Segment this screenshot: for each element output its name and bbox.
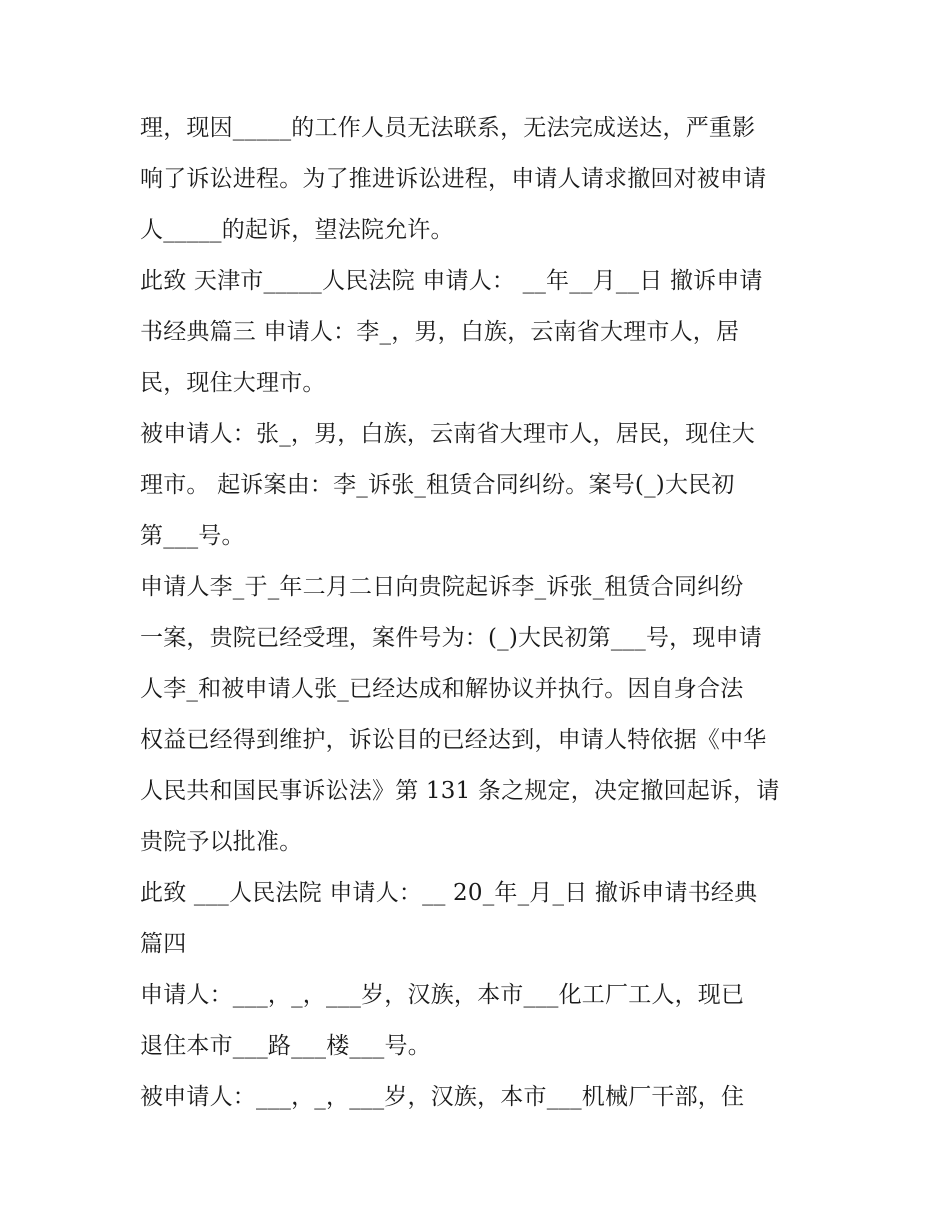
text-line: 被申请人：___，_，___岁，汉族，本市___机械厂干部，住 xyxy=(140,1084,745,1110)
text-line: 退住本市___路___楼___号。 xyxy=(140,1033,431,1059)
text-line: 响了诉讼进程。为了推进诉讼进程，申请人请求撤回对被申请 xyxy=(140,166,767,192)
text-line: 人_____的起诉，望法院允许。 xyxy=(140,217,454,243)
text-line: 篇四 xyxy=(140,931,187,957)
text-line: 书经典篇三 申请人：李_，男，白族，云南省大理市人，居 xyxy=(140,319,740,345)
text-line: 权益已经得到维护，诉讼目的已经达到，申请人特依据《中华 xyxy=(140,727,767,753)
text-line: 被申请人：张_，男，白族，云南省大理市人，居民，现住大 xyxy=(140,421,755,447)
text-line: 申请人李_于_年二月二日向贵院起诉李_诉张_租赁合同纠纷 xyxy=(140,574,744,600)
text-line: 民，现住大理市。 xyxy=(140,370,326,396)
text-line: 第___号。 xyxy=(140,523,245,549)
text-line: 理市。 起诉案由：李_诉张_租赁合同纠纷。案号(_)大民初 xyxy=(140,472,735,498)
text-line: 人民共和国民事诉讼法》第 131 条之规定，决定撤回起诉，请 xyxy=(140,778,780,804)
text-line: 人李_和被申请人张_已经达成和解协议并执行。因自身合法 xyxy=(140,676,744,702)
document-body xyxy=(140,103,820,1123)
text-line: 此致 ___人民法院 申请人：__ 20_年_月_日 撤诉申请书经典 xyxy=(140,880,758,906)
text-line: 理，现因_____的工作人员无法联系，无法完成送达，严重影 xyxy=(140,115,756,141)
text-line: 一案，贵院已经受理，案件号为：(_)大民初第___号，现申请 xyxy=(140,625,762,651)
text-line: 此致 天津市_____人民法院 申请人： __年__月__日 撤诉申请 xyxy=(140,268,763,294)
text-line: 申请人：___，_，___岁，汉族，本市___化工厂工人，现已 xyxy=(140,982,745,1008)
text-line: 贵院予以批准。 xyxy=(140,829,303,855)
